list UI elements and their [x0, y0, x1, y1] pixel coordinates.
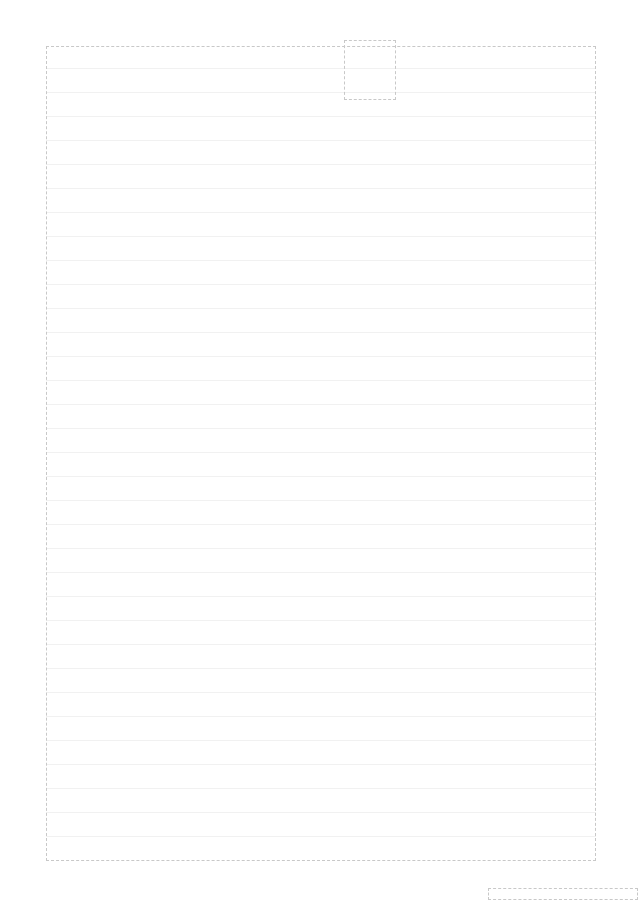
emblem-placeholder [344, 40, 396, 100]
footer-placeholder [488, 888, 638, 900]
content-block [46, 46, 596, 861]
